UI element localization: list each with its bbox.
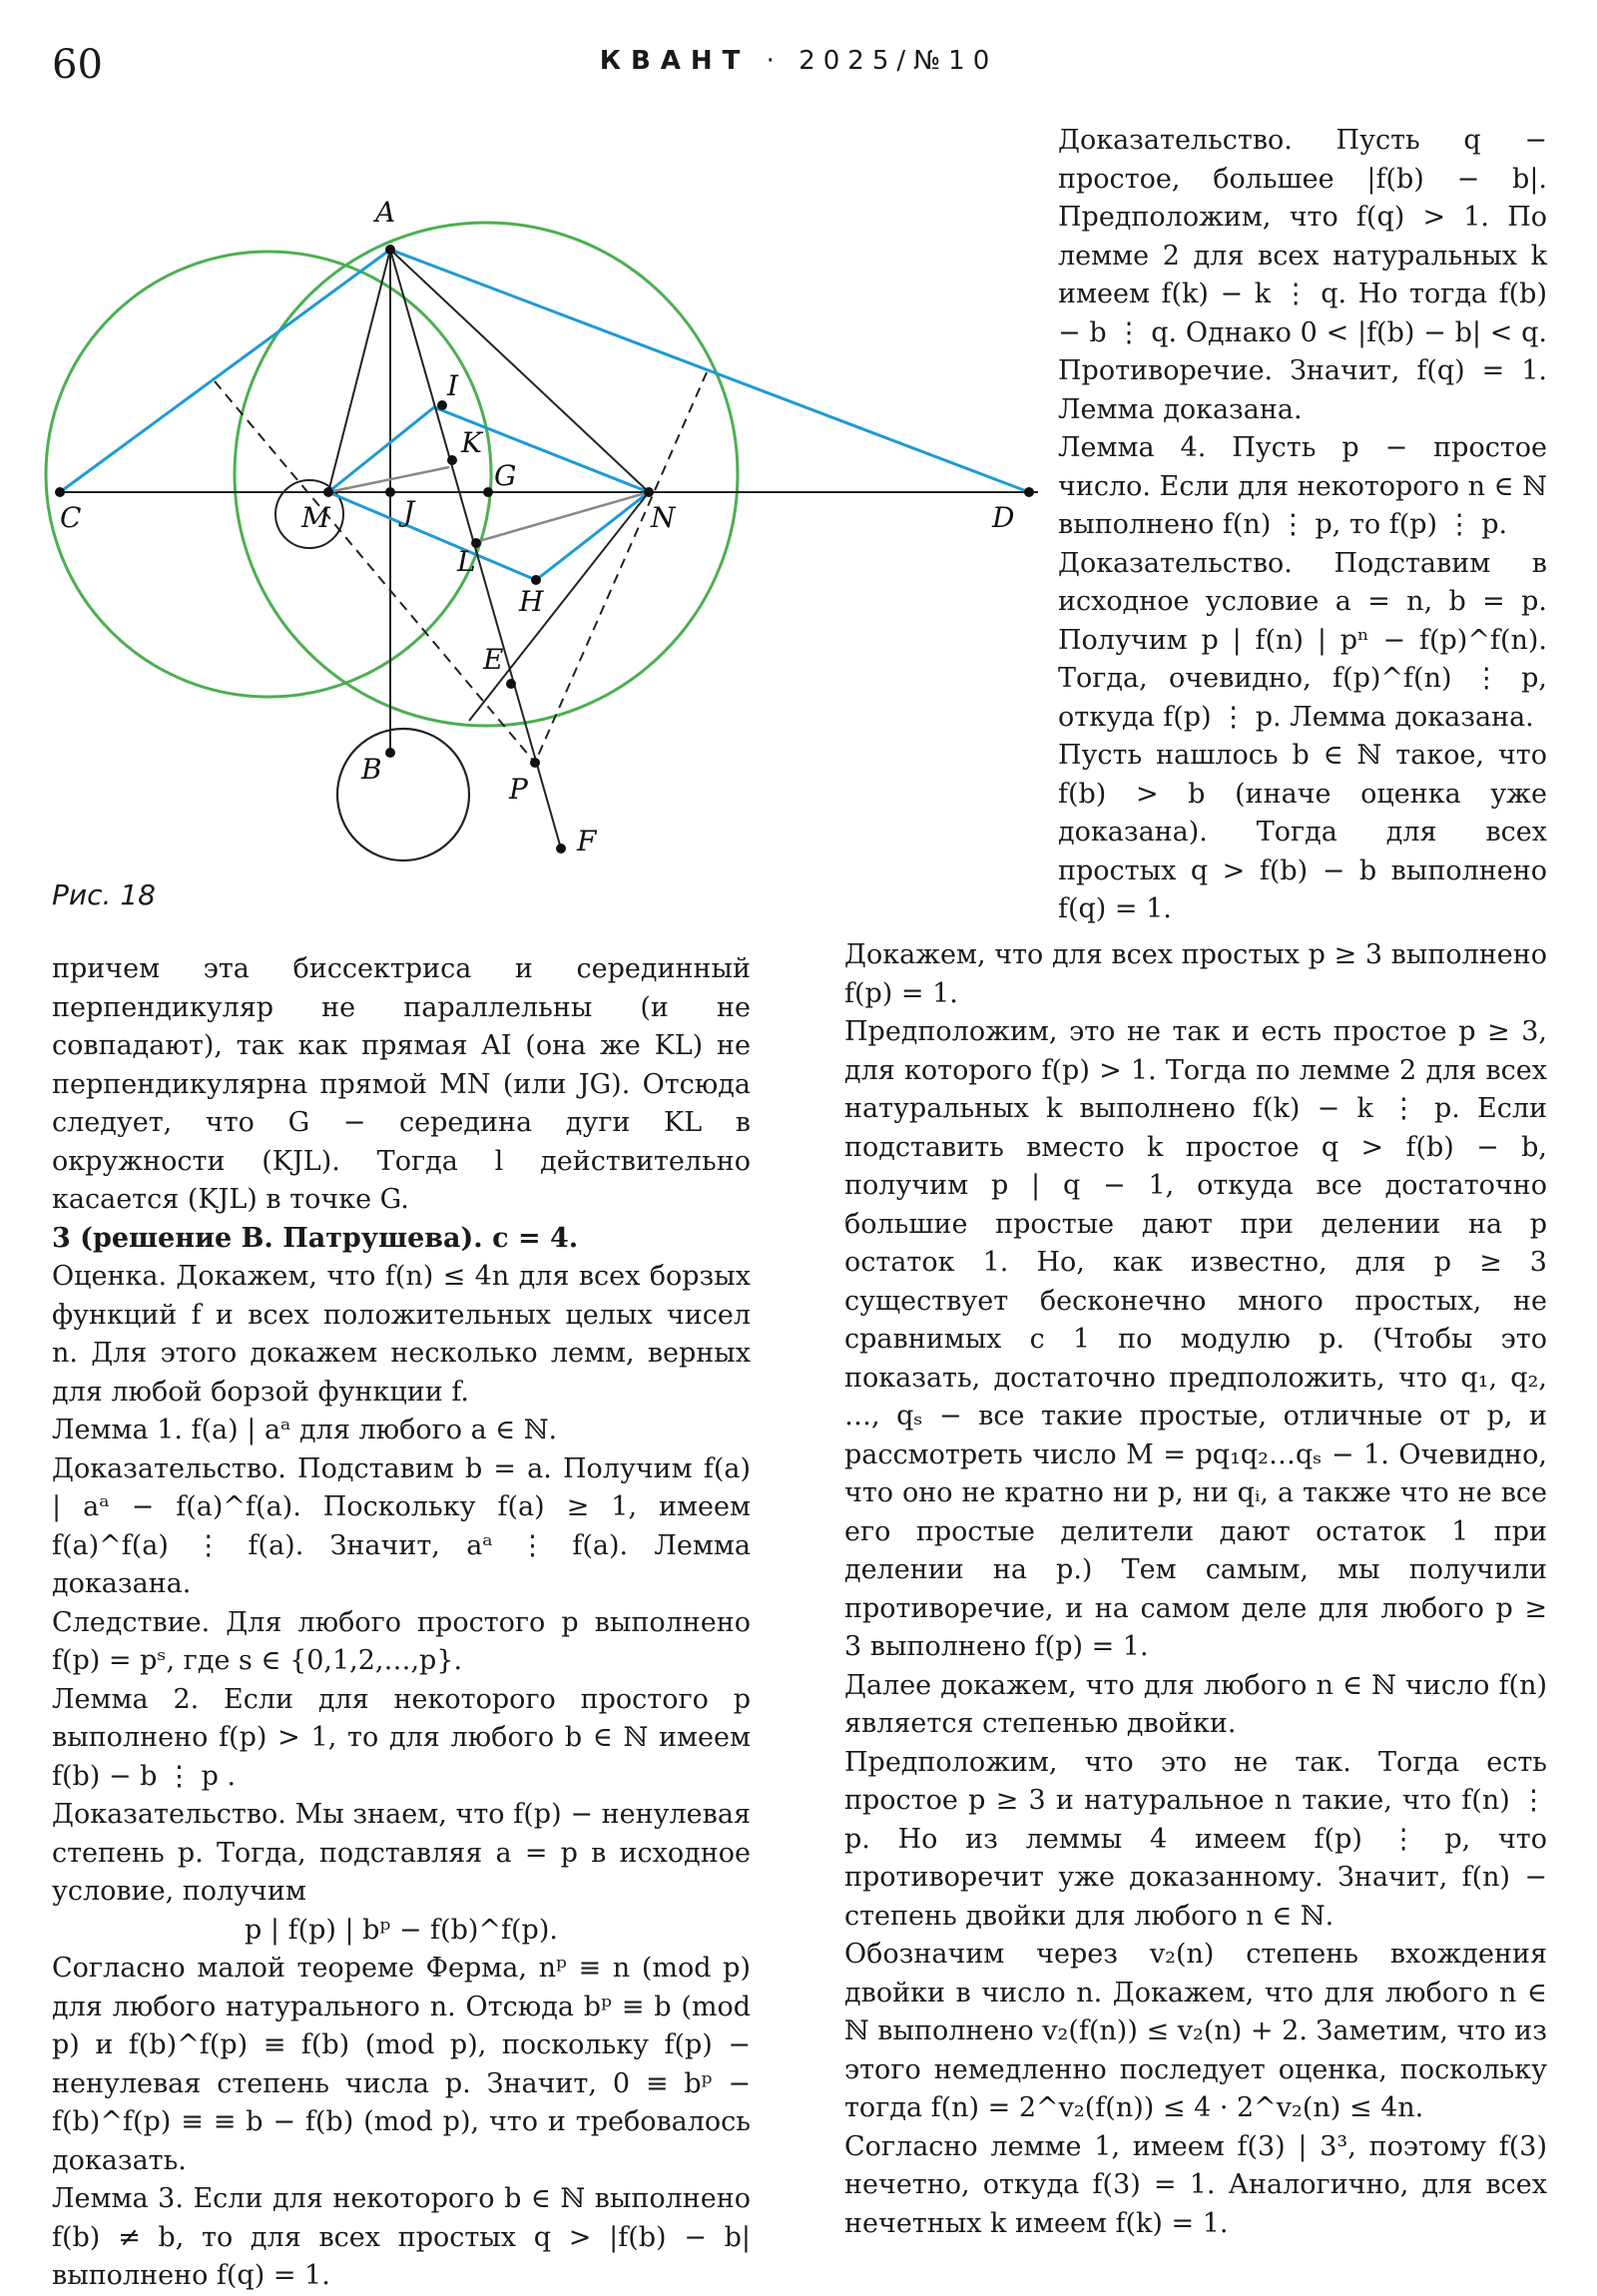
label-f: F (577, 825, 597, 858)
label-e: E (483, 643, 504, 676)
point-m (323, 487, 333, 497)
corollary: Следствие. Для любого простого p выполнено f(p) = pˢ, где s ∈ {0,1,2,…,p}. (52, 1606, 751, 1676)
point-d (1024, 487, 1034, 497)
paragraph: Далее докажем, что для любого n ∈ ℕ число f(n) является степенью двойки. (844, 1669, 1547, 1739)
lemma2: Лемма 2. Если для некоторого простого p выполнено f(p) > 1, то для любого b ∈ ℕ имеем f(b) − b ⋮ p . (52, 1683, 751, 1792)
label-m: M (301, 501, 330, 534)
left-column (52, 950, 751, 2296)
lemma4: Лемма 4. Пусть p − простое число. Если для некоторого n ∈ ℕ выполнено f(n) ⋮ p, то f(p) ⋮ p. (1058, 432, 1547, 540)
label-g: G (494, 459, 517, 492)
point-h (531, 575, 541, 585)
line-an (390, 250, 649, 492)
label-p: P (509, 773, 528, 806)
point-k (447, 455, 457, 465)
line-am (328, 250, 390, 492)
dashed-right (535, 372, 707, 763)
figure-caption: Рис. 18 (52, 878, 156, 911)
paragraph: Докажем, что для всех простых p ≥ 3 выполнено f(p) = 1. (844, 939, 1547, 1009)
label-b: B (361, 753, 382, 786)
label-c: C (60, 501, 82, 534)
proof-lemma3: Доказательство. Пусть q − простое, большее |f(b) − b|. Предположим, что f(q) > 1. По лемме 2 для всех натуральных k имеем f(k) − k ⋮ q. Но тогда f(b) − b ⋮ q. Однако 0 < |f(b) − b| < q. Противоречие. Значит, f(q) = 1. Лемма доказана. (1058, 125, 1547, 425)
paragraph: Предположим, что это не так. Тогда есть простое p ≥ 3 и натуральное n такие, что f(n) ⋮ p. Но из леммы 4 имеем f(p) ⋮ p, что противоречит уже доказанному. Значит, f(n) − степень двойки для любого n ∈ ℕ. (844, 1746, 1547, 1932)
point-j (385, 487, 395, 497)
formula: p | f(p) | bᵖ − f(b)^f(p). (245, 1914, 558, 1946)
point-b (385, 748, 395, 758)
label-h: H (519, 585, 544, 618)
paragraph: причем эта биссектриса и серединный перпендикуляр не параллельны (и не совпадают), так как прямая AI (она же KL) не перпендикулярна прямой MN (или JG). Отсюда следует, что G − середина дуги KL в окружности (KJL). Тогда l действительно касается (KJL) в точке G. (52, 953, 751, 1215)
assume-b: Пусть нашлось b ∈ ℕ такое, что f(b) > b (иначе оценка уже доказана). Тогда для всех простых q > f(b) − b выполнено f(q) = 1. (1058, 740, 1547, 924)
right-top-column (1058, 122, 1547, 929)
blue-ca-ad (60, 250, 1029, 492)
lemma1: Лемма 1. f(a) | aᵃ для любого a ∈ ℕ. (52, 1415, 558, 1445)
point-p (530, 758, 540, 768)
proof-lemma4: Доказательство. Подставим в исходное условие a = n, b = p. Получим p | f(n) | pⁿ − f(p)^f(n). Тогда, очевидно, f(p)^f(n) ⋮ p, откуда f(p) ⋮ p. Лемма доказана. (1058, 547, 1547, 733)
right-column (844, 936, 1547, 2243)
paragraph: Предположим, это не так и есть простое p ≥ 3, для которого f(p) > 1. Тогда по лемме 2 для всех натуральных k выполнено f(k) − k ⋮ p. Если подставить вместо k простое q > f(b) − b, получим p | q − 1, откуда все достаточно большие простые дают при делении на p остаток 1. Но, как известно, для p ≥ 3 существует бесконечно много простых, не сравнимых с 1 по модулю p. (Чтобы это показать, достаточно предположить, что q₁, q₂, …, qₛ − все такие простые, отличные от p, и рассмотреть число M = pq₁q₂…qₛ − 1. Очевидно, что оно не кратно ни p, ни qᵢ, а также что не все его простые делители дают остаток 1 при делении на p.) Тем самым, мы получили противоречие, и на самом деле для любого p ≥ 3 выполнено f(p) = 1. (844, 1016, 1547, 1662)
point-n (644, 487, 654, 497)
page-number: 60 (52, 42, 103, 88)
label-k: K (461, 426, 482, 459)
small-circle-bottom (337, 729, 469, 861)
label-d: D (992, 501, 1015, 534)
label-n: N (651, 501, 676, 534)
point-f (556, 844, 566, 854)
solution-heading: 3 (решение В. Патрушева). c = 4. (52, 1222, 579, 1254)
point-g (483, 487, 493, 497)
points (55, 245, 1034, 854)
lemma3: Лемма 3. Если для некоторого b ∈ ℕ выполнено f(b) ≠ b, то для всех простых q > |f(b) − b| выполнено f(q) = 1. (52, 2183, 751, 2291)
paragraph: Согласно малой теореме Ферма, nᵖ ≡ n (mod p) для любого натурального n. Отсюда bᵖ ≡ b (mod p) и f(b)^f(p) ≡ f(b) (mod p), поскольку f(p) − ненулевая степень числа p. Значит, 0 ≡ bᵖ − f(b)^f(p) ≡ ≡ b − f(b) (mod p), что и требовалось доказать. (52, 1953, 751, 2176)
point-e (506, 679, 516, 689)
geometry-figure (40, 170, 1038, 908)
gray-nl (479, 492, 649, 541)
running-header (0, 46, 1597, 76)
point-i (437, 400, 447, 410)
issue-number: · 2025/№10 (766, 46, 998, 76)
point-a (385, 245, 395, 255)
label-l: L (457, 545, 476, 578)
label-i: I (447, 369, 459, 402)
paragraph: Согласно лемме 1, имеем f(3) | 3³, поэтому f(3) нечетно, откуда f(3) = 1. Аналогично, для всех нечетных k имеем f(k) = 1. (844, 2130, 1547, 2239)
paragraph: Обозначим через v₂(n) степень вхождения двойки в число n. Докажем, что для любого n ∈ ℕ выполнено v₂(f(n)) ≤ v₂(n) + 2. Заметим, что из этого немедленно последует оценка, поскольку тогда f(n) = 2^v₂(f(n)) ≤ 4 · 2^v₂(n) ≤ 4n. (844, 1939, 1547, 2123)
point-c (55, 487, 65, 497)
label-j: J (403, 495, 415, 528)
proof-lemma2: Доказательство. Мы знаем, что f(p) − ненулевая степень p. Тогда, подставляя a = p в исходное условие, получим (52, 1799, 751, 1907)
proof-lemma1: Доказательство. Подставим b = a. Получим f(a) | aᵃ − f(a)^f(a). Поскольку f(a) ≥ 1, имеем f(a)^f(a) ⋮ f(a). Значит, aᵃ ⋮ f(a). Лемма доказана. (52, 1452, 751, 1599)
label-a: A (375, 196, 396, 229)
paragraph: Оценка. Докажем, что f(n) ≤ 4n для всех борзых функций f и всех положительных целых чисел n. Для этого докажем несколько лемм, верных для любой борзой функции f. (52, 1261, 751, 1408)
magazine-title: КВАНТ (599, 46, 751, 76)
